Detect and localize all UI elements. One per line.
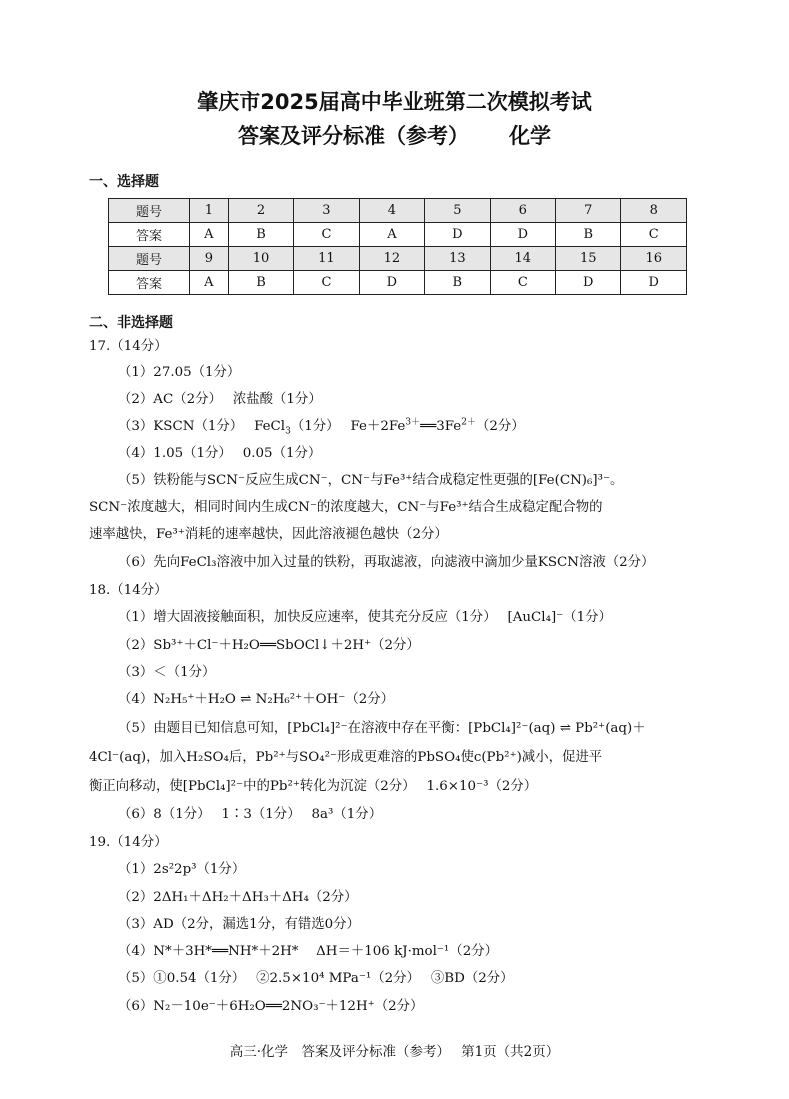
table-cell: 7 [556, 199, 621, 223]
q17-part-2: （2）AC（2分） 浓盐酸（1分） [118, 392, 322, 407]
q19-part-2: （2）2ΔH₁＋ΔH₂＋ΔH₃＋ΔH₄（2分） [118, 890, 358, 905]
page-subtitle [0, 120, 789, 150]
table-cell: 11 [294, 247, 359, 271]
table-cell: D [359, 271, 424, 295]
q18-part-1: （1）增大固液接触面积，加快反应速率，使其充分反应（1分） [AuCl₄]⁻（1分） [118, 610, 612, 625]
q17-part-5-line-2: SCN⁻浓度越大，相同时间内生成CN⁻的浓度越大，CN⁻与Fe³⁺结合生成稳定配合物的 [89, 500, 603, 515]
table-row [109, 199, 687, 223]
table-cell: 2 [228, 199, 293, 223]
superscript: 2＋ [461, 417, 476, 428]
table-cell: 14 [490, 247, 555, 271]
q19-part-1: （1）2s²2p³（1分） [118, 862, 246, 877]
table-row [109, 271, 687, 295]
table-cell: B [556, 223, 621, 247]
table-cell: B [228, 223, 293, 247]
q17-part-5-line-3: 速率越快，Fe³⁺消耗的速率越快，因此溶液褪色越快（2分） [89, 527, 448, 542]
superscript: 3＋ [405, 417, 421, 428]
table-cell: C [294, 223, 359, 247]
table-cell: 3 [294, 199, 359, 223]
question-19-heading: 19.（14分） [89, 835, 168, 850]
table-cell: 6 [490, 199, 555, 223]
table-cell: A [190, 223, 229, 247]
table-cell: 5 [425, 199, 490, 223]
table-row [109, 223, 687, 247]
table-cell: 16 [621, 247, 687, 271]
table-cell: 4 [359, 199, 424, 223]
table-cell: 9 [190, 247, 229, 271]
q17-part-3-text-c: （1分） Fe＋2Fe [290, 419, 406, 434]
question-17-heading: 17.（14分） [89, 339, 168, 354]
table-cell: D [621, 271, 687, 295]
row-label: 答案 [109, 271, 190, 295]
q19-part-4: （4）N*＋3H*══NH*＋2H* ΔH＝＋106 kJ·mol⁻¹（2分） [118, 944, 498, 959]
table-cell: 10 [228, 247, 293, 271]
table-cell: B [228, 271, 293, 295]
table-cell: C [621, 223, 687, 247]
answer-table [108, 198, 687, 295]
question-18-heading: 18.（14分） [89, 583, 168, 598]
q18-part-3: （3）＜（1分） [118, 665, 216, 680]
q18-part-6: （6）8（1分） 1∶3（1分） 8a³（1分） [118, 807, 383, 822]
table-cell: B [425, 271, 490, 295]
table-cell: 8 [621, 199, 687, 223]
table-cell: C [294, 271, 359, 295]
section-non-choice: 二、非选择题 [89, 315, 173, 331]
q18-part-4: （4）N₂H₅⁺＋H₂O ⇌ N₂H₆²⁺＋OH⁻（2分） [118, 692, 395, 707]
table-cell: D [490, 223, 555, 247]
table-cell: 12 [359, 247, 424, 271]
q18-part-5-line-3: 衡正向移动，使[PbCl₄]²⁻中的Pb²⁺转化为沉淀（2分） 1.6×10⁻³（2分） [89, 779, 538, 794]
subtitle-text: 答案及评分标准（参考） [238, 124, 469, 148]
page-footer: 高三·化学 答案及评分标准（参考） 第1页（共2页） [229, 1044, 560, 1060]
q17-part-1: （1）27.05（1分） [118, 365, 241, 380]
q17-part-6: （6）先向FeCl₃溶液中加入过量的铁粉，再取滤液，向滤液中滴加少量KSCN溶液（2分） [118, 555, 655, 570]
q17-part-4: （4）1.05（1分） 0.05（1分） [118, 446, 322, 461]
q17-part-3-text-e: ══3Fe [420, 419, 462, 434]
table-row [109, 247, 687, 271]
q17-part-3-text-g: （2分） [475, 419, 525, 434]
q17-part-3 [118, 419, 525, 435]
q18-part-5-line-2: 4Cl⁻(aq)，加入H₂SO₄后，Pb²⁺与SO₄²⁻形成更难溶的PbSO₄使c(Pb²⁺)减小，促进平 [89, 750, 603, 765]
table-cell: 15 [556, 247, 621, 271]
table-cell: D [556, 271, 621, 295]
subscript: 3 [285, 426, 291, 437]
q17-part-3-text-a: （3）KSCN（1分） FeCl [118, 419, 286, 434]
table-cell: D [425, 223, 490, 247]
q18-part-2: （2）Sb³⁺＋Cl⁻＋H₂O══SbOCl↓＋2H⁺（2分） [118, 638, 420, 653]
table-cell: 13 [425, 247, 490, 271]
table-cell: C [490, 271, 555, 295]
q19-part-6: （6）N₂－10e⁻＋6H₂O══2NO₃⁻＋12H⁺（2分） [118, 999, 424, 1014]
row-label: 题号 [109, 247, 190, 271]
row-label: 答案 [109, 223, 190, 247]
q18-part-5-line-1: （5）由题目已知信息可知，[PbCl₄]²⁻在溶液中存在平衡：[PbCl₄]²⁻(aq) ⇌ Pb²⁺(aq)＋ [118, 721, 646, 736]
row-label: 题号 [109, 199, 190, 223]
subject-label: 化学 [509, 124, 551, 148]
table-cell: A [190, 271, 229, 295]
q19-part-5: （5）①0.54（1分） ②2.5×10⁴ MPa⁻¹（2分） ③BD（2分） [118, 971, 514, 986]
section-multiple-choice: 一、选择题 [89, 174, 159, 190]
q17-part-5-line-1: （5）铁粉能与SCN⁻反应生成CN⁻，CN⁻与Fe³⁺结合成稳定性更强的[Fe(CN)₆]³⁻。 [118, 473, 624, 488]
q19-part-3: （3）AD（2分，漏选1分，有错选0分） [118, 917, 360, 932]
table-cell: A [359, 223, 424, 247]
table-cell: 1 [190, 199, 229, 223]
page-title: 肇庆市2025届高中毕业班第二次模拟考试 [197, 90, 592, 114]
